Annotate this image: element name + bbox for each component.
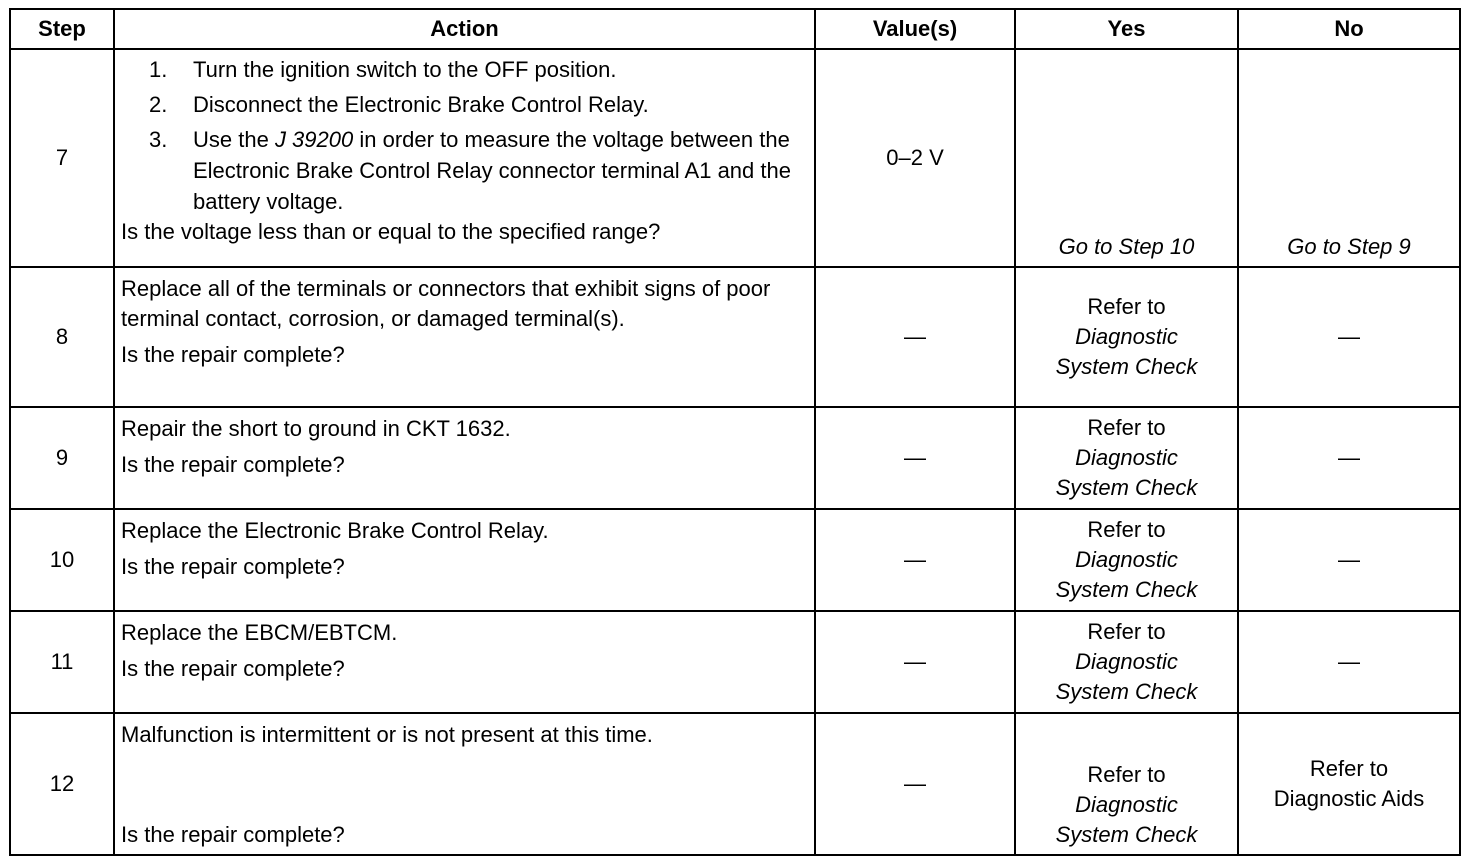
no-cell: —: [1238, 509, 1460, 611]
action-step-item: [121, 54, 808, 85]
action-question: Is the repair complete?: [121, 822, 345, 847]
yes-line-1: Refer to: [1087, 294, 1166, 319]
action-text: Malfunction is intermittent or is not present at this time.: [121, 722, 653, 747]
step-number: 8: [10, 267, 114, 407]
yes-cell: [1015, 267, 1238, 407]
action-step-number: 3.: [149, 127, 168, 152]
yes-line-3: System Check: [1055, 577, 1198, 602]
yes-line-2: Diagnostic: [1075, 324, 1178, 349]
step-number: 12: [10, 713, 114, 855]
action-question: Is the repair complete?: [121, 656, 345, 681]
yes-line-1: Refer to: [1087, 517, 1166, 542]
step-number: 7: [10, 49, 114, 267]
yes-line-1: Refer to: [1087, 762, 1166, 787]
yes-line-1: Refer to: [1087, 415, 1166, 440]
action-question: Is the repair complete?: [121, 342, 345, 367]
table-row-step-8: [10, 267, 1460, 407]
diagnostic-table-sheet: [9, 8, 1459, 856]
yes-line-2: Diagnostic: [1075, 792, 1178, 817]
action-steps-list: [121, 54, 808, 217]
header-row: [10, 9, 1460, 49]
action-cell: [114, 267, 815, 407]
action-step-item: [121, 89, 808, 120]
diagnostic-table: [9, 8, 1461, 856]
action-cell: [114, 49, 815, 267]
no-cell: —: [1238, 407, 1460, 509]
action-step-text: Turn the ignition switch to the OFF position.: [193, 57, 617, 82]
no-cell: Go to Step 9: [1238, 49, 1460, 267]
yes-line-3: System Check: [1055, 679, 1198, 704]
action-cell: [114, 713, 815, 855]
step-number: 11: [10, 611, 114, 713]
action-question: Is the repair complete?: [121, 554, 345, 579]
action-cell: [114, 611, 815, 713]
table-row-step-11: [10, 611, 1460, 713]
no-cell: —: [1238, 267, 1460, 407]
action-text: Replace all of the terminals or connectors that exhibit signs of poor terminal contact, corrosion, or damaged terminal(s).: [121, 276, 771, 331]
step-number: 9: [10, 407, 114, 509]
header-values: Value(s): [815, 9, 1015, 49]
yes-line-3: System Check: [1055, 822, 1198, 847]
action-step-item: [121, 124, 808, 217]
action-step-text-post: in order to measure the voltage between the Electronic Brake Control Relay connector terminal A1 and the battery voltage.: [193, 127, 791, 214]
action-text: Replace the Electronic Brake Control Relay.: [121, 518, 549, 543]
step-number: 10: [10, 509, 114, 611]
yes-line-3: System Check: [1055, 475, 1198, 500]
value-cell: —: [815, 509, 1015, 611]
action-step-text-pre: Use the: [193, 127, 275, 152]
yes-line-1: Refer to: [1087, 619, 1166, 644]
action-text: Repair the short to ground in CKT 1632.: [121, 416, 511, 441]
header-step: Step: [10, 9, 114, 49]
action-step-number: 2.: [149, 92, 168, 117]
value-cell: —: [815, 407, 1015, 509]
header-action: Action: [114, 9, 815, 49]
no-line-1: Refer to: [1309, 756, 1389, 781]
header-no: No: [1238, 9, 1460, 49]
action-step-text: Disconnect the Electronic Brake Control Relay.: [193, 92, 649, 117]
no-cell: —: [1238, 611, 1460, 713]
action-cell: [114, 509, 815, 611]
table-row-step-7: [10, 49, 1460, 267]
table-row-step-10: [10, 509, 1460, 611]
yes-line-3: System Check: [1055, 354, 1198, 379]
table-row-step-12: [10, 713, 1460, 855]
value-cell: —: [815, 713, 1015, 855]
action-step-number: 1.: [149, 57, 168, 82]
value-cell: 0–2 V: [815, 49, 1015, 267]
action-question: Is the repair complete?: [121, 452, 345, 477]
action-cell: [114, 407, 815, 509]
value-cell: —: [815, 611, 1015, 713]
no-cell: [1238, 713, 1460, 855]
yes-cell: [1015, 713, 1238, 855]
yes-cell: Go to Step 10: [1015, 49, 1238, 267]
yes-cell: [1015, 509, 1238, 611]
no-line-2: Diagnostic Aids: [1273, 786, 1425, 811]
table-row-step-9: [10, 407, 1460, 509]
yes-line-2: Diagnostic: [1075, 547, 1178, 572]
header-yes: Yes: [1015, 9, 1238, 49]
tool-reference: J 39200: [274, 127, 354, 152]
yes-line-2: Diagnostic: [1075, 445, 1178, 470]
yes-cell: [1015, 407, 1238, 509]
action-text: Replace the EBCM/EBTCM.: [121, 620, 398, 645]
value-cell: —: [815, 267, 1015, 407]
yes-line-2: Diagnostic: [1075, 649, 1178, 674]
action-question: Is the voltage less than or equal to the specified range?: [121, 219, 661, 244]
yes-cell: [1015, 611, 1238, 713]
